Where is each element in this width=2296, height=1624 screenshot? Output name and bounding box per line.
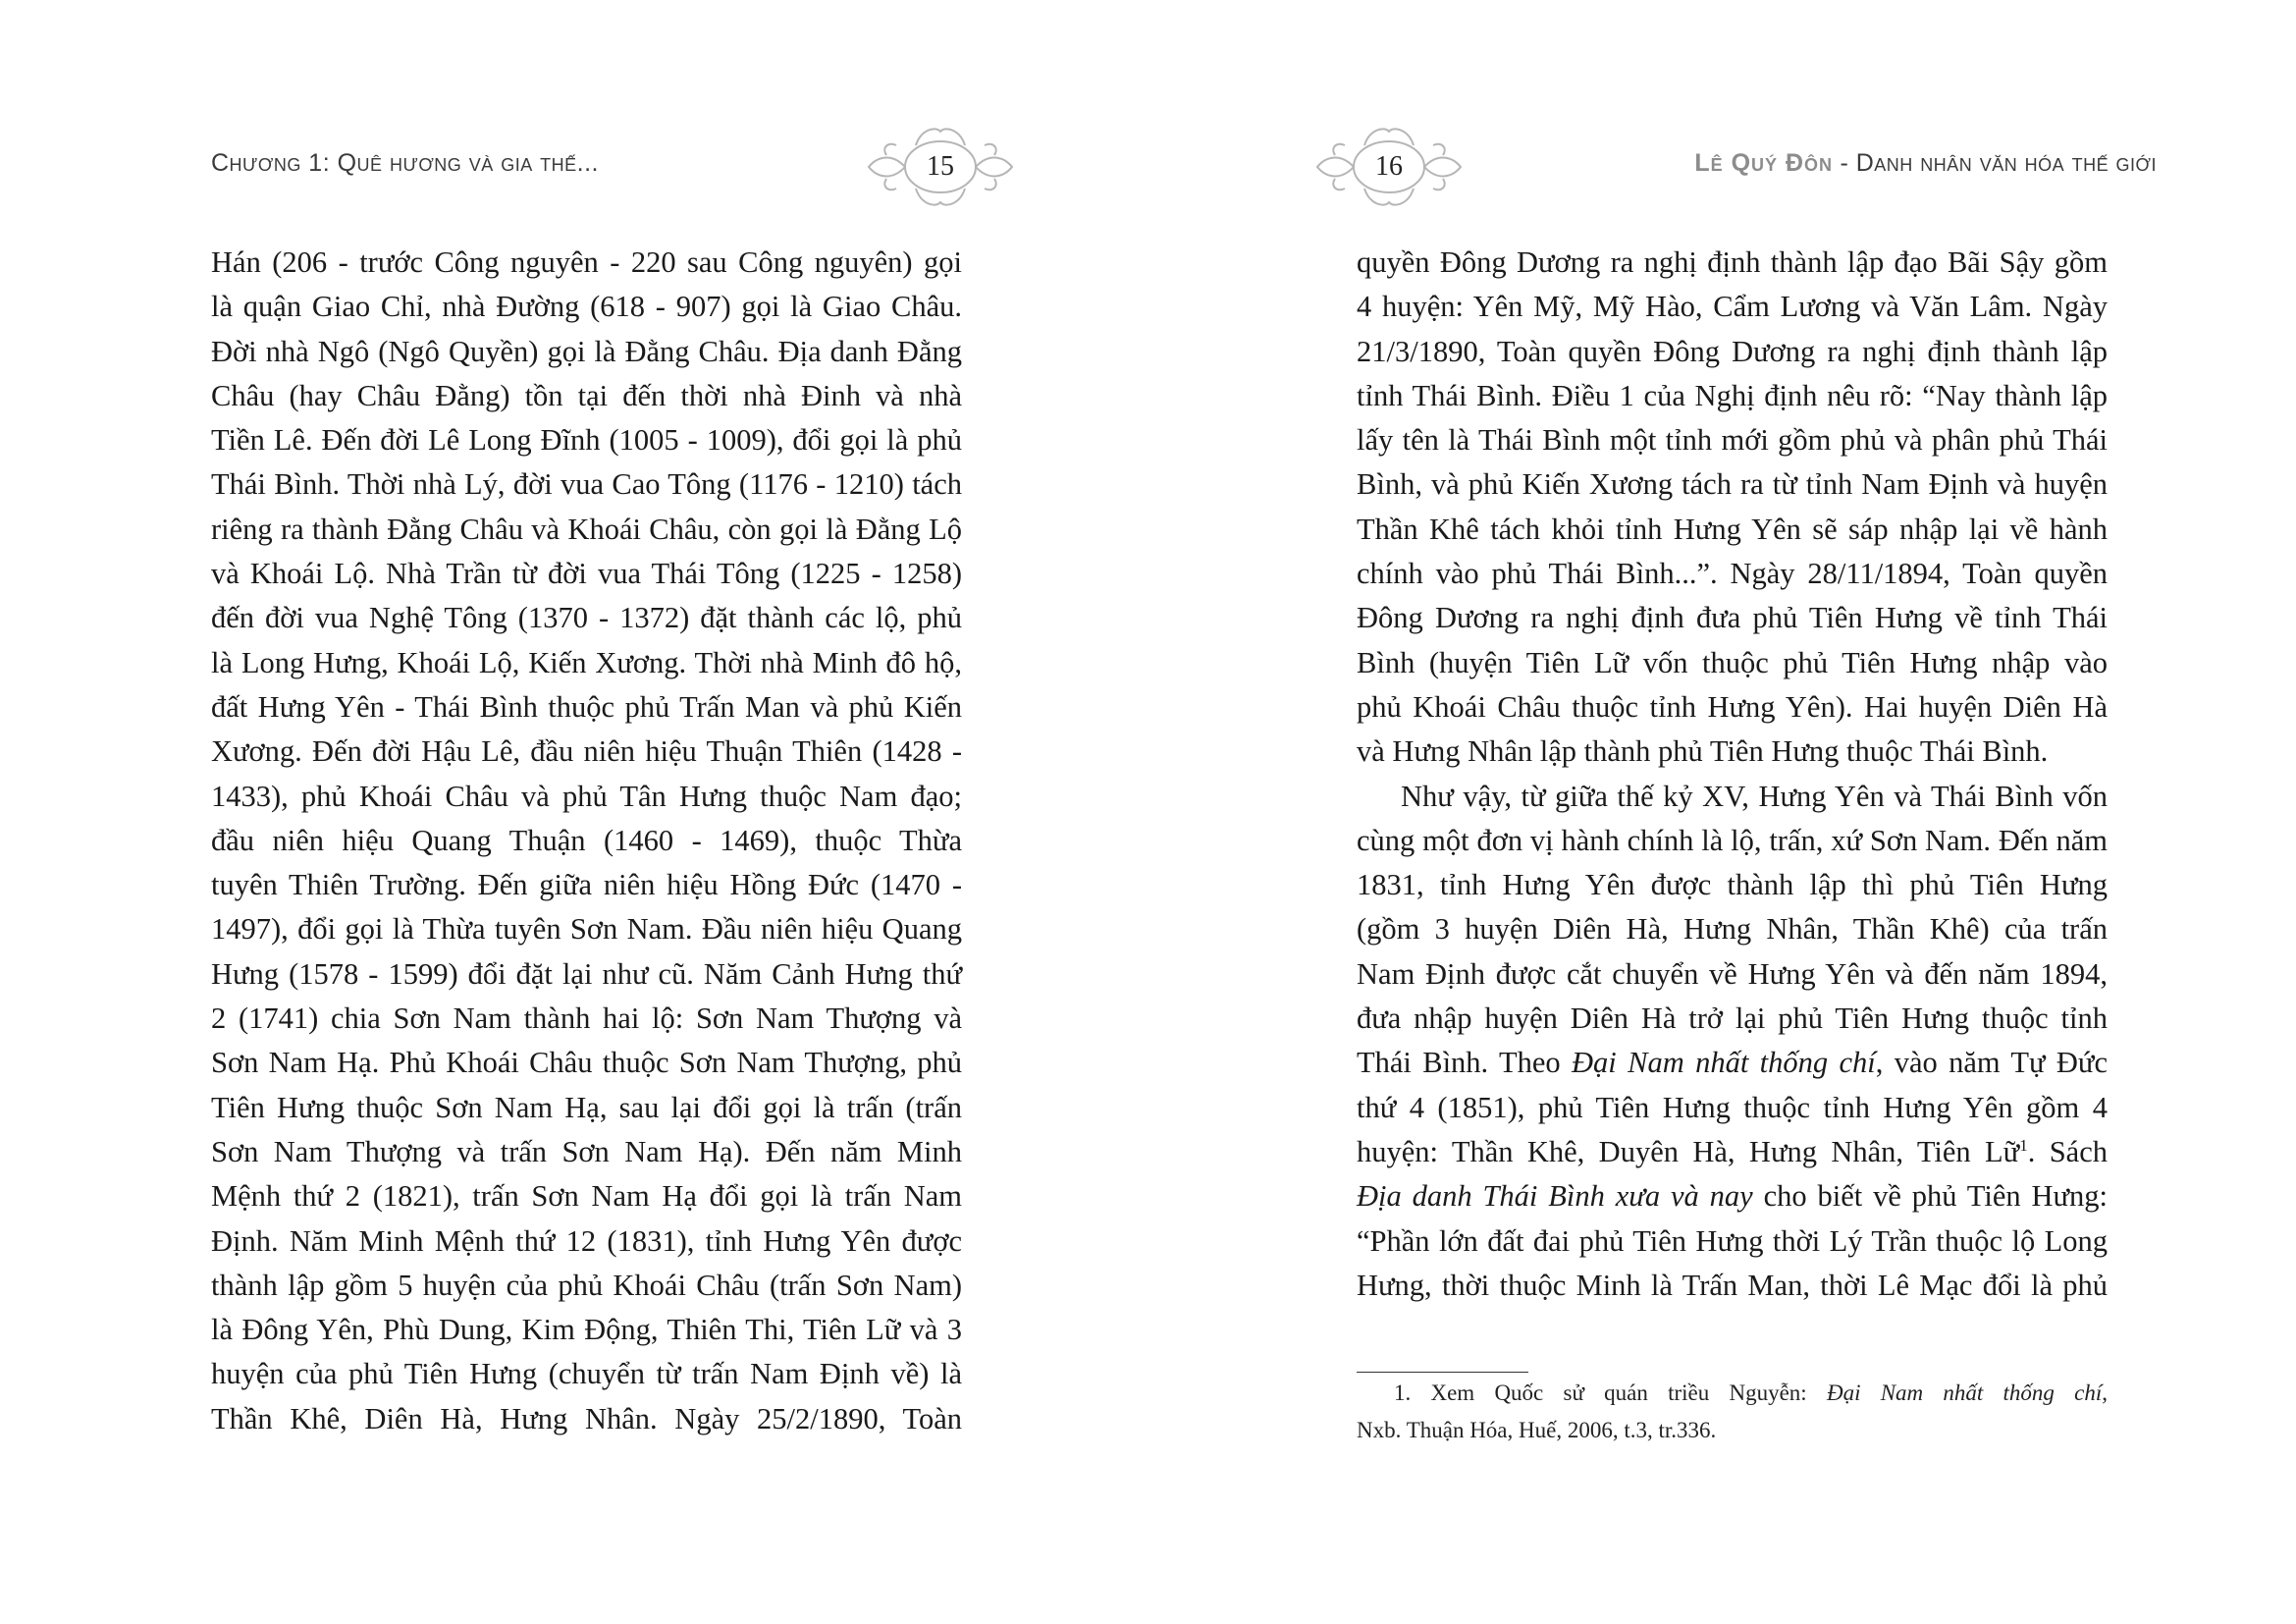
- text-line: 1497), đổi gọi là Thừa tuyên Sơn Nam. Đầu niên hiệu Quang: [211, 912, 962, 947]
- text-line: Mệnh thứ 2 (1821), trấn Sơn Nam Hạ đổi gọi là trấn Nam: [211, 1179, 962, 1214]
- text-line: Định. Năm Minh Mệnh thứ 12 (1831), tỉnh Hưng Yên được: [211, 1223, 962, 1258]
- text-line: 1433), phủ Khoái Châu và phủ Tân Hưng thuộc Nam đạo;: [211, 779, 962, 813]
- footnote-divider: [1357, 1372, 1528, 1373]
- text-line: Châu (hay Châu Đằng) tồn tại đến thời nhà Đinh và nhà: [211, 378, 962, 412]
- text-line: tuyên Thiên Trường. Đến giữa niên hiệu Hồng Đức (1470 -: [211, 868, 962, 902]
- text-line: Thái Bình. Thời nhà Lý, đời vua Cao Tông (1176 - 1210) tách: [211, 467, 962, 502]
- text-fragment: . Sách: [2027, 1134, 2108, 1168]
- header-title: Danh nhân văn hóa thế giới: [1855, 149, 2157, 177]
- text-line: Sơn Nam Hạ. Phủ Khoái Châu thuộc Sơn Nam Thượng, phủ: [211, 1046, 962, 1080]
- text-line: 1831, tỉnh Hưng Yên được thành lập thì phủ Tiên Hưng: [1357, 868, 2108, 902]
- text-line: Đông Dương ra nghị định đưa phủ Tiên Hưng về tỉnh Thái: [1357, 601, 2108, 635]
- footnote-marker[interactable]: 1: [2019, 1135, 2028, 1155]
- text-line: đất Hưng Yên - Thái Bình thuộc phủ Trấn Man và phủ Kiến: [211, 689, 962, 724]
- header-separator: -: [1833, 149, 1856, 177]
- text-line: Nam Định được cắt chuyển về Hưng Yên và đến năm 1894,: [1357, 956, 2108, 991]
- footnote: [1357, 1375, 2108, 1449]
- book-title-italic: Đại Nam nhất thống chí: [1826, 1380, 2103, 1405]
- text-line: [1357, 1130, 2108, 1174]
- text-line: là Long Hưng, Khoái Lộ, Kiến Xương. Thời nhà Minh đô hộ,: [211, 645, 962, 679]
- text-fragment: , vào năm Tự Đức: [1875, 1046, 2108, 1080]
- text-line: riêng ra thành Đằng Châu và Khoái Châu, còn gọi là Đằng Lộ: [211, 512, 962, 546]
- text-fragment: 1. Xem Quốc sử quán triều Nguyễn:: [1394, 1380, 1827, 1405]
- body-text: [1357, 241, 2108, 1308]
- book-title-italic: Địa danh Thái Bình xưa và nay: [1357, 1179, 1753, 1214]
- text-line: Tiền Lê. Đến đời Lê Long Đĩnh (1005 - 1009), đổi gọi là phủ: [211, 423, 962, 458]
- text-fragment: Thái Bình. Theo: [1357, 1046, 1572, 1080]
- text-line: cùng một đơn vị hành chính là lộ, trấn, xứ Sơn Nam. Đến năm: [1357, 823, 2108, 857]
- text-line: đến đời vua Nghệ Tông (1370 - 1372) đặt thành các lộ, phủ: [211, 601, 962, 635]
- text-line: thành lập gồm 5 huyện của phủ Khoái Châu (trấn Sơn Nam): [211, 1268, 962, 1302]
- page-number: 15: [927, 151, 954, 182]
- text-line: Hưng, thời thuộc Minh là Trấn Man, thời Lê Mạc đổi là phủ: [1357, 1268, 2108, 1302]
- text-line: [1357, 1041, 2108, 1085]
- text-line: lấy tên là Thái Bình một tỉnh mới gồm phủ và phân phủ Thái: [1357, 423, 2108, 458]
- page-number-ornament: [857, 118, 1024, 216]
- text-line: Thần Khê tách khỏi tỉnh Hưng Yên sẽ sáp nhập lại về hành: [1357, 512, 2108, 546]
- text-fragment: cho biết về phủ Tiên Hưng:: [1752, 1179, 2108, 1214]
- page-number-ornament: [1306, 118, 1472, 216]
- text-line: Thần Khê, Diên Hà, Hưng Nhân. Ngày 25/2/1890, Toàn: [211, 1401, 962, 1435]
- text-line: “Phần lớn đất đai phủ Tiên Hưng thời Lý Trần thuộc lộ Long: [1357, 1223, 2108, 1258]
- running-head-chapter: Chương 1: Quê hương và gia thế...: [211, 149, 599, 177]
- text-line: đưa nhập huyện Diên Hà trở lại phủ Tiên Hưng thuộc tỉnh: [1357, 1001, 2108, 1036]
- text-line: và Khoái Lộ. Nhà Trần từ đời vua Thái Tông (1225 - 1258): [211, 557, 962, 591]
- running-head-book-title: [1694, 149, 2157, 178]
- text-line: là quận Giao Chỉ, nhà Đường (618 - 907) gọi là Giao Châu.: [211, 290, 962, 324]
- text-line: (gồm 3 huyện Diên Hà, Hưng Nhân, Thần Khê) của trấn: [1357, 912, 2108, 947]
- text-line: thứ 4 (1851), phủ Tiên Hưng thuộc tỉnh Hưng Yên gồm 4: [1357, 1090, 2108, 1124]
- text-line: tỉnh Thái Bình. Điều 1 của Nghị định nêu rõ: “Nay thành lập: [1357, 378, 2108, 412]
- text-line: [1357, 1174, 2108, 1218]
- text-line: phủ Khoái Châu thuộc tỉnh Hưng Yên). Hai huyện Diên Hà: [1357, 689, 2108, 724]
- text-line: 4 huyện: Yên Mỹ, Mỹ Hào, Cẩm Lương và Văn Lâm. Ngày: [1357, 290, 2108, 324]
- text-line: Như vậy, từ giữa thế kỷ XV, Hưng Yên và Thái Bình vốn: [1401, 779, 2108, 813]
- text-line: Hưng (1578 - 1599) đổi đặt lại như cũ. Năm Cảnh Hưng thứ: [211, 956, 962, 991]
- footnote-line: Nxb. Thuận Hóa, Huế, 2006, t.3, tr.336.: [1357, 1418, 1717, 1442]
- text-line: Hán (206 - trước Công nguyên - 220 sau Công nguyên) gọi: [211, 245, 962, 279]
- text-fragment: huyện: Thần Khê, Duyên Hà, Hưng Nhân, Tiên Lữ: [1357, 1134, 2020, 1168]
- text-line: Bình (huyện Tiên Lữ vốn thuộc phủ Tiên Hưng nhập vào: [1357, 645, 2108, 679]
- text-line: chính vào phủ Thái Bình...”. Ngày 28/11/1894, Toàn quyền: [1357, 557, 2108, 591]
- header-brand: Lê Quý Đôn: [1694, 149, 1834, 177]
- text-line: Xương. Đến đời Hậu Lê, đầu niên hiệu Thuận Thiên (1428 -: [211, 734, 962, 769]
- text-line: 21/3/1890, Toàn quyền Đông Dương ra nghị định thành lập: [1357, 334, 2108, 368]
- text-line: quyền Đông Dương ra nghị định thành lập đạo Bãi Sậy gồm: [1357, 245, 2108, 279]
- book-title-italic: Đại Nam nhất thống chí: [1572, 1046, 1876, 1080]
- text-line: Bình, và phủ Kiến Xương tách ra từ tỉnh Nam Định và huyện: [1357, 467, 2108, 502]
- text-line: huyện của phủ Tiên Hưng (chuyển từ trấn Nam Định về) là: [211, 1357, 962, 1391]
- text-fragment: ,: [2102, 1380, 2108, 1405]
- text-line: Đời nhà Ngô (Ngô Quyền) gọi là Đằng Châu. Địa danh Đằng: [211, 334, 962, 368]
- text-line: và Hưng Nhân lập thành phủ Tiên Hưng thuộc Thái Bình.: [1357, 734, 2049, 769]
- body-text: [211, 241, 962, 1441]
- text-line: là Đông Yên, Phù Dung, Kim Động, Thiên Thi, Tiên Lữ và 3: [211, 1313, 962, 1347]
- text-line: Sơn Nam Thượng và trấn Sơn Nam Hạ). Đến năm Minh: [211, 1134, 962, 1168]
- text-line: Tiên Hưng thuộc Sơn Nam Hạ, sau lại đổi gọi là trấn (trấn: [211, 1090, 962, 1124]
- footnote-line: [1357, 1375, 2108, 1412]
- text-line: đầu niên hiệu Quang Thuận (1460 - 1469), thuộc Thừa: [211, 823, 962, 857]
- page-number: 16: [1375, 151, 1403, 182]
- text-line: 2 (1741) chia Sơn Nam thành hai lộ: Sơn Nam Thượng và: [211, 1001, 962, 1036]
- right-page: [1148, 0, 2296, 1624]
